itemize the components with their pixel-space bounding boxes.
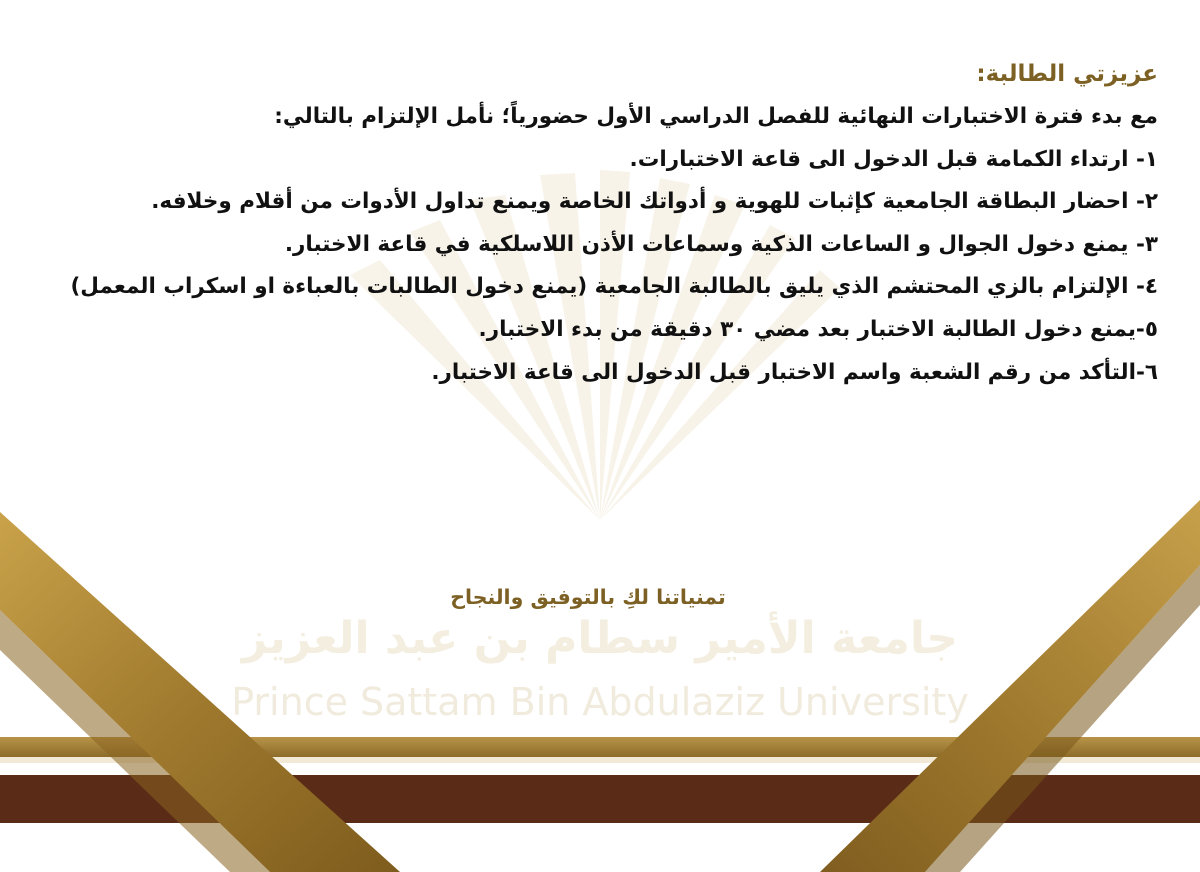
watermark-university-arabic: جامعة الأمير سطام بن عبد العزيز	[241, 613, 959, 664]
intro-paragraph: مع بدء فترة الاختبارات النهائية للفصل الدراسي الأول حضورياً؛ نأمل الإلتزام بالتالي:	[274, 104, 1158, 129]
greeting: عزيزتي الطالبة:	[976, 61, 1158, 87]
watermark-university-english: Prince Sattam Bin Abdulaziz University	[231, 680, 969, 724]
rule-4: ٤- الإلتزام بالزي المحتشم الذي يليق بالطالبة الجامعية (يمنع دخول الطالبات بالعباءة او اسكراب المعمل)	[70, 274, 1158, 300]
rule-3: ٣- يمنع دخول الجوال و الساعات الذكية وسماعات الأذن اللاسلكية في قاعة الاختبار.	[284, 231, 1158, 257]
rule-1: ١- ارتداء الكمامة قبل الدخول الى قاعة الاختبارات.	[629, 146, 1158, 172]
rule-2: ٢- احضار البطاقة الجامعية كإثبات للهوية و أدواتك الخاصة ويمنع تداول الأدوات من أقلام وخلافه.	[151, 189, 1158, 215]
notice-text	[33, 52, 1158, 394]
closing-wishes: تمنياتنا لكِ بالتوفيق والنجاح	[450, 585, 726, 609]
rule-5: ٥-يمنع دخول الطالبة الاختبار بعد مضي ٣٠ دقيقة من بدء الاختبار.	[478, 316, 1158, 342]
rule-6: ٦-التأكد من رقم الشعبة واسم الاختبار قبل الدخول الى قاعة الاختبار.	[431, 359, 1158, 385]
